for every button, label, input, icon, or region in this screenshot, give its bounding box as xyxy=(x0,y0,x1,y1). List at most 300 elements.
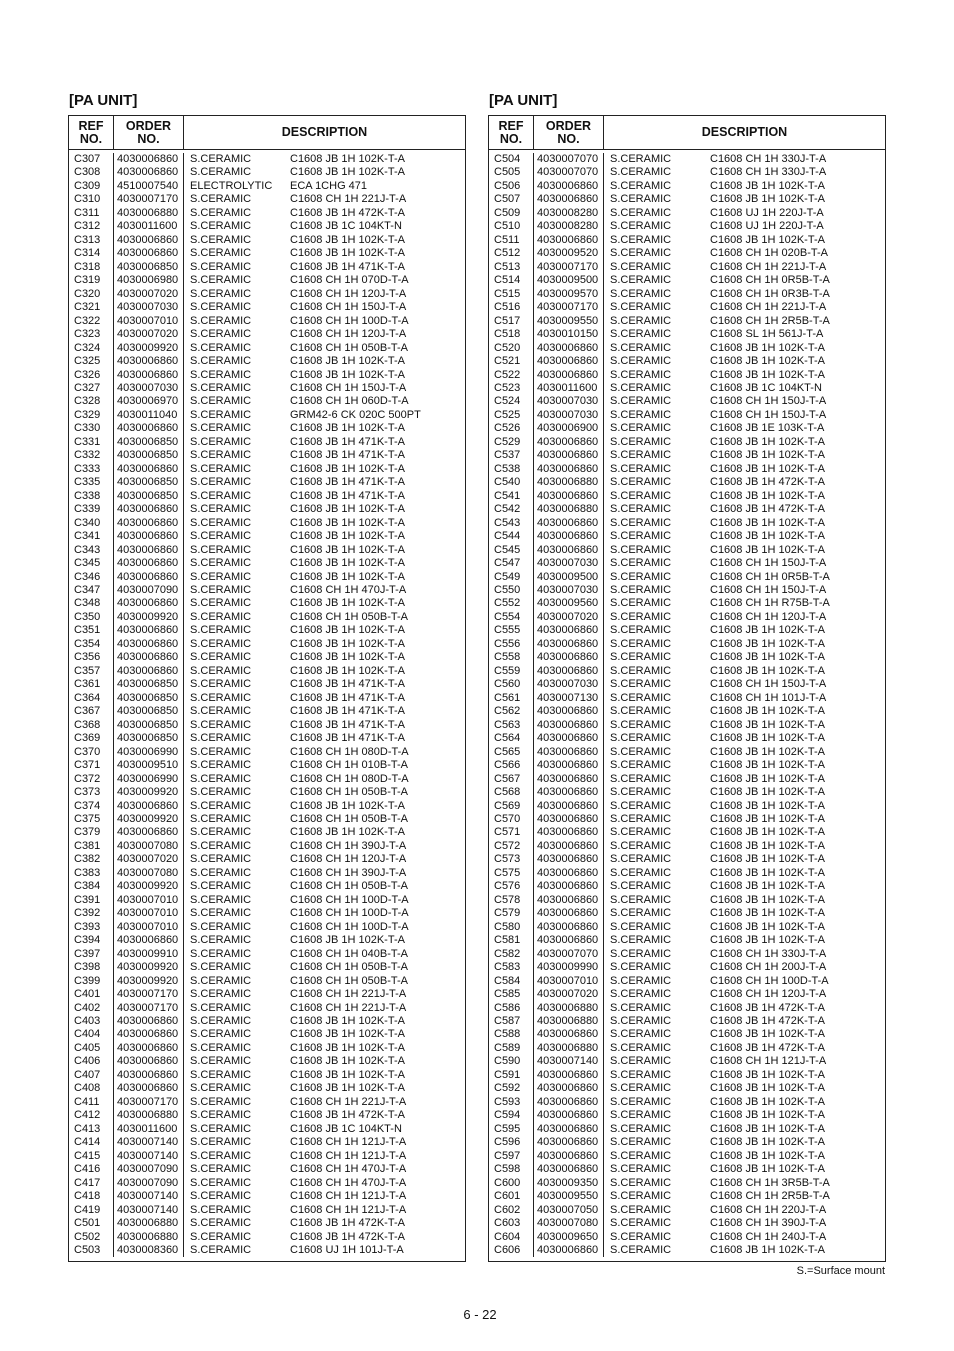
order-no-cell: 4030009920 xyxy=(117,341,179,354)
part-type: S.CERAMIC xyxy=(610,705,672,718)
ref-no-cell: C354 xyxy=(74,637,101,650)
part-spec: C1608 JB 1H 102K-T-A xyxy=(290,1068,405,1081)
description-cell xyxy=(190,759,465,772)
description-cell xyxy=(610,1217,885,1230)
part-type: S.CERAMIC xyxy=(190,368,252,381)
description-cell xyxy=(190,1136,465,1149)
description-cell xyxy=(190,584,465,597)
order-no-cell: 4030006860 xyxy=(117,1015,179,1027)
part-type: S.CERAMIC xyxy=(610,812,672,825)
part-type: S.CERAMIC xyxy=(190,1203,252,1216)
part-spec: C1608 UJ 1H 220J-T-A xyxy=(710,206,824,219)
order-no-cell: 4030006860 xyxy=(117,462,179,475)
order-no-cell: 4030006860 xyxy=(117,516,179,529)
description-cell xyxy=(190,1096,465,1109)
description-cell xyxy=(190,1244,465,1257)
part-spec: C1608 UJ 1H 101J-T-A xyxy=(290,1243,404,1256)
part-type: S.CERAMIC xyxy=(190,907,252,920)
ref-no-cell: C412 xyxy=(74,1109,101,1122)
description-cell xyxy=(610,813,885,826)
description-header: DESCRIPTION xyxy=(281,125,368,139)
right-section-title: [PA UNIT] xyxy=(489,92,558,109)
part-spec: C1608 JB 1H 102K-T-A xyxy=(290,799,405,812)
description-column xyxy=(604,153,885,1257)
description-cell xyxy=(190,1042,465,1055)
description-cell xyxy=(610,449,885,462)
description-cell xyxy=(610,382,885,395)
order-no-cell: 4030006850 xyxy=(117,260,179,273)
ref-no-cell: C603 xyxy=(494,1217,521,1230)
ref-no-header: REF NO. xyxy=(489,116,534,149)
ref-no-cell: C509 xyxy=(494,206,521,219)
ref-no-cell: C502 xyxy=(74,1230,101,1243)
table-header xyxy=(489,116,885,150)
part-type: S.CERAMIC xyxy=(610,1122,672,1135)
ref-no-cell: C368 xyxy=(74,718,101,731)
ref-no-cell: C518 xyxy=(494,328,521,341)
description-cell xyxy=(610,1123,885,1136)
part-spec: C1608 CH 1H 330J-T-A xyxy=(710,153,827,165)
description-cell xyxy=(190,880,465,893)
description-cell xyxy=(610,826,885,839)
order-no-cell: 4030007030 xyxy=(537,408,599,421)
part-spec: C1608 CH 1H 121J-T-A xyxy=(290,1136,407,1149)
description-cell xyxy=(190,853,465,866)
part-spec: C1608 JB 1H 102K-T-A xyxy=(710,449,825,462)
description-cell xyxy=(610,369,885,382)
part-spec: C1608 JB 1H 102K-T-A xyxy=(290,624,405,637)
order-no-cell: 4030006860 xyxy=(117,1028,179,1041)
description-cell xyxy=(190,207,465,220)
order-no-cell: 4030007170 xyxy=(117,988,179,1001)
part-spec: C1608 JB 1H 102K-T-A xyxy=(290,503,405,516)
ref-no-cell: C563 xyxy=(494,718,521,731)
ref-no-cell: C501 xyxy=(74,1217,101,1230)
part-type: S.CERAMIC xyxy=(190,193,252,206)
description-cell xyxy=(190,1217,465,1230)
description-cell xyxy=(610,1109,885,1122)
order-no-cell: 4030007140 xyxy=(117,1190,179,1203)
description-cell xyxy=(190,840,465,853)
part-spec: C1608 JB 1H 102K-T-A xyxy=(290,637,405,650)
part-spec: C1608 JB 1H 102K-T-A xyxy=(710,530,825,543)
part-spec: C1608 JB 1H 102K-T-A xyxy=(290,153,405,165)
order-no-cell: 4030006980 xyxy=(117,274,179,287)
part-type: S.CERAMIC xyxy=(190,1041,252,1054)
part-type: S.CERAMIC xyxy=(190,974,252,987)
ref-no-cell: C566 xyxy=(494,759,521,772)
order-no-cell: 4030006880 xyxy=(537,1015,599,1027)
description-cell xyxy=(190,517,465,530)
order-no-cell: 4030009920 xyxy=(117,961,179,974)
ref-no-cell: C397 xyxy=(74,947,101,960)
part-type: S.CERAMIC xyxy=(610,435,672,448)
ref-no-cell: C310 xyxy=(74,193,101,206)
ref-no-cell: C582 xyxy=(494,947,521,960)
part-spec: C1608 CH 1H 221J-T-A xyxy=(290,193,407,206)
description-cell xyxy=(190,395,465,408)
ref-no-cell: C338 xyxy=(74,489,101,502)
part-spec: C1608 JB 1H 102K-T-A xyxy=(710,826,825,839)
description-cell xyxy=(610,1136,885,1149)
ref-no-cell: C343 xyxy=(74,543,101,556)
part-spec: C1608 CH 1H 050B-T-A xyxy=(290,341,408,354)
description-cell xyxy=(610,853,885,866)
ref-no-cell: C406 xyxy=(74,1055,101,1068)
ref-no-cell: C569 xyxy=(494,799,521,812)
description-cell xyxy=(610,490,885,503)
description-cell xyxy=(190,449,465,462)
description-cell xyxy=(610,274,885,287)
part-type: S.CERAMIC xyxy=(190,287,252,300)
description-cell xyxy=(190,301,465,314)
description-cell xyxy=(190,867,465,880)
ref-no-cell: C369 xyxy=(74,732,101,745)
description-cell xyxy=(190,786,465,799)
part-type: S.CERAMIC xyxy=(190,745,252,758)
order-no-cell: 4030006860 xyxy=(537,489,599,502)
description-cell xyxy=(190,220,465,233)
description-cell xyxy=(190,571,465,584)
right-parts-table xyxy=(488,115,886,1262)
part-type: S.CERAMIC xyxy=(610,974,672,987)
order-no-cell: 4030006860 xyxy=(537,718,599,731)
ref-no-cell: C414 xyxy=(74,1136,101,1149)
order-no-cell: 4030006860 xyxy=(537,516,599,529)
description-cell xyxy=(190,180,465,193)
part-type: S.CERAMIC xyxy=(190,1176,252,1189)
part-type: S.CERAMIC xyxy=(190,220,252,233)
table-body xyxy=(489,150,885,1261)
description-cell xyxy=(610,247,885,260)
description-cell xyxy=(190,409,465,422)
order-no-cell: 4030006860 xyxy=(537,355,599,368)
part-type: S.CERAMIC xyxy=(610,947,672,960)
part-type: S.CERAMIC xyxy=(190,1095,252,1108)
ref-no-cell: C540 xyxy=(494,476,521,489)
description-cell xyxy=(610,166,885,179)
part-spec: C1608 CH 1H 050B-T-A xyxy=(290,812,408,825)
ref-no-cell: C592 xyxy=(494,1082,521,1095)
description-cell xyxy=(610,557,885,570)
description-cell xyxy=(610,1028,885,1041)
order-no-cell: 4030010150 xyxy=(537,328,599,341)
description-cell xyxy=(610,1204,885,1217)
order-no-cell: 4030006990 xyxy=(117,772,179,785)
order-no-cell: 4030006860 xyxy=(537,812,599,825)
part-spec: C1608 JB 1H 472K-T-A xyxy=(290,1230,405,1243)
ref-no-cell: C545 xyxy=(494,543,521,556)
ref-no-cell: C587 xyxy=(494,1015,521,1027)
part-spec: C1608 JB 1H 102K-T-A xyxy=(290,233,405,246)
part-type: S.CERAMIC xyxy=(190,1136,252,1149)
part-type: S.CERAMIC xyxy=(610,920,672,933)
part-spec: C1608 JB 1H 102K-T-A xyxy=(710,1163,825,1176)
part-type: S.CERAMIC xyxy=(190,624,252,637)
ref-no-cell: C516 xyxy=(494,301,521,314)
part-type: S.CERAMIC xyxy=(610,1230,672,1243)
ref-no-cell: C579 xyxy=(494,907,521,920)
order-no-cell: 4030007090 xyxy=(117,1163,179,1176)
order-no-cell: 4030009570 xyxy=(537,287,599,300)
order-no-cell: 4030007030 xyxy=(117,301,179,314)
part-spec: GRM42-6 CK 020C 500PT xyxy=(290,408,421,421)
part-spec: C1608 JB 1H 102K-T-A xyxy=(710,341,825,354)
order-no-cell: 4030006860 xyxy=(537,705,599,718)
part-type: S.CERAMIC xyxy=(610,220,672,233)
ref-no-cell: C581 xyxy=(494,934,521,947)
part-spec: C1608 CH 1H 470J-T-A xyxy=(290,584,407,596)
part-type: S.CERAMIC xyxy=(610,287,672,300)
part-type: S.CERAMIC xyxy=(610,961,672,974)
description-cell xyxy=(190,948,465,961)
part-spec: C1608 CH 1H 390J-T-A xyxy=(290,866,407,879)
order-no-cell: 4030006860 xyxy=(537,664,599,677)
part-type: S.CERAMIC xyxy=(190,812,252,825)
part-type: S.CERAMIC xyxy=(610,651,672,664)
part-type: S.CERAMIC xyxy=(610,166,672,179)
part-spec: C1608 JB 1H 471K-T-A xyxy=(290,705,405,718)
part-type: S.CERAMIC xyxy=(190,355,252,368)
description-cell xyxy=(610,328,885,341)
description-cell xyxy=(190,665,465,678)
description-cell xyxy=(610,719,885,732)
ref-no-cell: C402 xyxy=(74,1001,101,1014)
description-cell xyxy=(610,759,885,772)
ref-no-cell: C604 xyxy=(494,1230,521,1243)
order-no-cell: 4030006860 xyxy=(537,853,599,866)
order-no-cell: 4030006850 xyxy=(117,476,179,489)
description-cell xyxy=(190,315,465,328)
ref-no-cell: C322 xyxy=(74,314,101,327)
ref-no-cell: C504 xyxy=(494,153,521,165)
ref-no-cell: C307 xyxy=(74,153,101,165)
part-type: S.CERAMIC xyxy=(190,934,252,947)
order-no-cell: 4030007010 xyxy=(117,893,179,906)
ref-no-cell: C399 xyxy=(74,974,101,987)
description-cell xyxy=(610,867,885,880)
part-spec: C1608 JB 1H 471K-T-A xyxy=(290,678,405,691)
part-type: S.CERAMIC xyxy=(190,1122,252,1135)
footnote: S.=Surface mount xyxy=(796,1265,885,1277)
part-type: S.CERAMIC xyxy=(190,961,252,974)
order-no-cell: 4030007170 xyxy=(537,301,599,314)
order-no-cell: 4030006860 xyxy=(117,247,179,260)
order-no-cell: 4030006860 xyxy=(117,570,179,583)
part-spec: C1608 JB 1H 102K-T-A xyxy=(290,1082,405,1095)
part-spec: C1608 CH 1H 070D-T-A xyxy=(290,274,409,287)
part-type: S.CERAMIC xyxy=(610,772,672,785)
part-spec: C1608 JB 1H 102K-T-A xyxy=(710,772,825,785)
part-spec: C1608 JB 1H 102K-T-A xyxy=(290,530,405,543)
part-spec: C1608 JB 1H 102K-T-A xyxy=(710,1082,825,1095)
part-type: S.CERAMIC xyxy=(190,597,252,610)
part-type: S.CERAMIC xyxy=(610,826,672,839)
part-type: S.CERAMIC xyxy=(610,449,672,462)
description-cell xyxy=(190,261,465,274)
description-cell xyxy=(190,624,465,637)
part-spec: C1608 CH 1H 150J-T-A xyxy=(710,395,827,408)
order-no-cell: 4030009920 xyxy=(117,812,179,825)
description-cell xyxy=(610,261,885,274)
order-no-cell: 4030006860 xyxy=(537,193,599,206)
part-type: S.CERAMIC xyxy=(610,637,672,650)
part-spec: C1608 CH 1H 240J-T-A xyxy=(710,1230,827,1243)
table-header xyxy=(69,116,465,150)
order-no-cell: 4030007090 xyxy=(117,1176,179,1189)
ref-no-cell: C544 xyxy=(494,530,521,543)
order-no-cell: 4030006860 xyxy=(117,597,179,610)
part-spec: C1608 JB 1H 102K-T-A xyxy=(710,893,825,906)
ref-no-cell: C401 xyxy=(74,988,101,1001)
description-cell xyxy=(190,382,465,395)
description-cell xyxy=(610,395,885,408)
ref-no-cell: C522 xyxy=(494,368,521,381)
ref-no-cell: C510 xyxy=(494,220,521,233)
part-type: S.CERAMIC xyxy=(610,530,672,543)
description-cell xyxy=(610,463,885,476)
description-cell xyxy=(610,476,885,489)
order-no-cell: 4030011600 xyxy=(537,381,598,394)
part-type: S.CERAMIC xyxy=(610,839,672,852)
part-type: S.CERAMIC xyxy=(610,1028,672,1041)
part-spec: C1608 JB 1H 102K-T-A xyxy=(290,597,405,610)
order-no-cell: 4030006850 xyxy=(117,691,179,704)
ref-no-cell: C330 xyxy=(74,422,101,435)
ref-no-cell: C596 xyxy=(494,1136,521,1149)
description-cell xyxy=(610,786,885,799)
part-type: S.CERAMIC xyxy=(610,355,672,368)
part-spec: C1608 CH 1H 0R3B-T-A xyxy=(710,287,830,300)
order-no-cell: 4030006860 xyxy=(537,1163,599,1176)
part-spec: C1608 CH 1H 080D-T-A xyxy=(290,745,409,758)
order-no-cell: 4030008360 xyxy=(117,1243,179,1256)
part-type: S.CERAMIC xyxy=(610,153,672,165)
ref-no-cell: C327 xyxy=(74,381,101,394)
part-spec: C1608 JB 1H 102K-T-A xyxy=(290,166,405,179)
order-no-cell: 4030006860 xyxy=(537,934,599,947)
ref-no-cell: C345 xyxy=(74,557,101,570)
description-cell xyxy=(610,180,885,193)
part-spec: C1608 JB 1H 102K-T-A xyxy=(710,462,825,475)
part-type: S.CERAMIC xyxy=(610,503,672,516)
part-type: S.CERAMIC xyxy=(610,1095,672,1108)
description-cell xyxy=(610,207,885,220)
part-spec: C1608 CH 1H 100D-T-A xyxy=(290,314,409,327)
ref-no-cell: C367 xyxy=(74,705,101,718)
ref-no-cell: C575 xyxy=(494,866,521,879)
order-no-cell: 4030007080 xyxy=(537,1217,599,1230)
description-cell xyxy=(190,463,465,476)
ref-no-cell: C383 xyxy=(74,866,101,879)
part-type: S.CERAMIC xyxy=(190,853,252,866)
order-no-cell: 4030009550 xyxy=(537,314,599,327)
part-spec: C1608 JB 1H 472K-T-A xyxy=(290,1217,405,1230)
description-cell xyxy=(610,517,885,530)
part-type: S.CERAMIC xyxy=(190,732,252,745)
part-spec: C1608 JB 1H 102K-T-A xyxy=(710,880,825,893)
part-type: S.CERAMIC xyxy=(190,328,252,341)
part-spec: C1608 CH 1H 2R5B-T-A xyxy=(710,1190,830,1203)
part-spec: C1608 CH 1H 010B-T-A xyxy=(290,759,408,772)
order-no-cell: 4030006860 xyxy=(117,557,179,570)
description-cell xyxy=(190,705,465,718)
order-no-cell: 4030006860 xyxy=(117,1055,179,1068)
part-spec: C1608 JB 1H 102K-T-A xyxy=(290,826,405,839)
order-no-cell: 4030006860 xyxy=(117,1082,179,1095)
order-no-cell: 4030007010 xyxy=(117,920,179,933)
ref-no-cell: C320 xyxy=(74,287,101,300)
description-cell xyxy=(610,638,885,651)
part-type: S.CERAMIC xyxy=(190,705,252,718)
order-no-cell: 4030006900 xyxy=(537,422,599,435)
part-spec: C1608 JB 1H 102K-T-A xyxy=(290,247,405,260)
description-cell xyxy=(190,274,465,287)
description-cell xyxy=(610,961,885,974)
ref-no-cell: C525 xyxy=(494,408,521,421)
description-cell xyxy=(190,961,465,974)
description-cell xyxy=(610,1002,885,1015)
description-cell xyxy=(610,651,885,664)
order-no-cell: 4030006860 xyxy=(537,786,599,799)
part-spec: C1608 JB 1H 102K-T-A xyxy=(710,1109,825,1122)
order-no-cell: 4030006850 xyxy=(117,678,179,691)
order-no-cell: 4030007070 xyxy=(537,153,599,165)
ref-no-cell: C313 xyxy=(74,233,101,246)
ref-no-cell: C351 xyxy=(74,624,101,637)
description-cell xyxy=(190,826,465,839)
order-no-cell: 4030006860 xyxy=(537,1243,599,1256)
description-cell xyxy=(610,1177,885,1190)
description-cell xyxy=(610,153,885,166)
order-no-cell: 4030006860 xyxy=(117,624,179,637)
ref-no-cell: C583 xyxy=(494,961,521,974)
order-no-cell: 4030008280 xyxy=(537,220,599,233)
description-cell xyxy=(190,166,465,179)
order-no-cell: 4030007090 xyxy=(117,584,179,596)
part-spec: C1608 UJ 1H 220J-T-A xyxy=(710,220,824,233)
description-cell xyxy=(190,369,465,382)
part-type: S.CERAMIC xyxy=(610,1217,672,1230)
order-no-cell: 4030006860 xyxy=(537,920,599,933)
part-type: S.CERAMIC xyxy=(610,341,672,354)
ref-no-cell: C331 xyxy=(74,435,101,448)
order-no-cell: 4030011600 xyxy=(117,1122,178,1135)
ref-no-cell: C572 xyxy=(494,839,521,852)
order-column xyxy=(114,153,184,1257)
part-type: S.CERAMIC xyxy=(190,1001,252,1014)
part-type: S.CERAMIC xyxy=(190,610,252,623)
ref-no-cell: C335 xyxy=(74,476,101,489)
part-spec: C1608 JB 1H 102K-T-A xyxy=(710,1136,825,1149)
order-no-cell: 4030007030 xyxy=(537,678,599,691)
part-spec: C1608 JB 1H 102K-T-A xyxy=(290,1028,405,1041)
part-spec: C1608 JB 1H 102K-T-A xyxy=(710,1243,825,1256)
part-type: S.CERAMIC xyxy=(190,880,252,893)
order-no-cell: 4030006860 xyxy=(117,799,179,812)
part-spec: C1608 JB 1H 472K-T-A xyxy=(710,1041,825,1054)
ref-no-cell: C538 xyxy=(494,462,521,475)
part-type: S.CERAMIC xyxy=(610,247,672,260)
description-cell xyxy=(610,584,885,597)
part-type: S.CERAMIC xyxy=(610,1082,672,1095)
description-cell xyxy=(190,355,465,368)
part-spec: C1608 JB 1H 102K-T-A xyxy=(290,543,405,556)
part-spec: C1608 JB 1H 472K-T-A xyxy=(290,1109,405,1122)
description-cell xyxy=(190,328,465,341)
order-no-cell: 4030009500 xyxy=(537,274,599,287)
part-spec: C1608 JB 1H 102K-T-A xyxy=(710,853,825,866)
